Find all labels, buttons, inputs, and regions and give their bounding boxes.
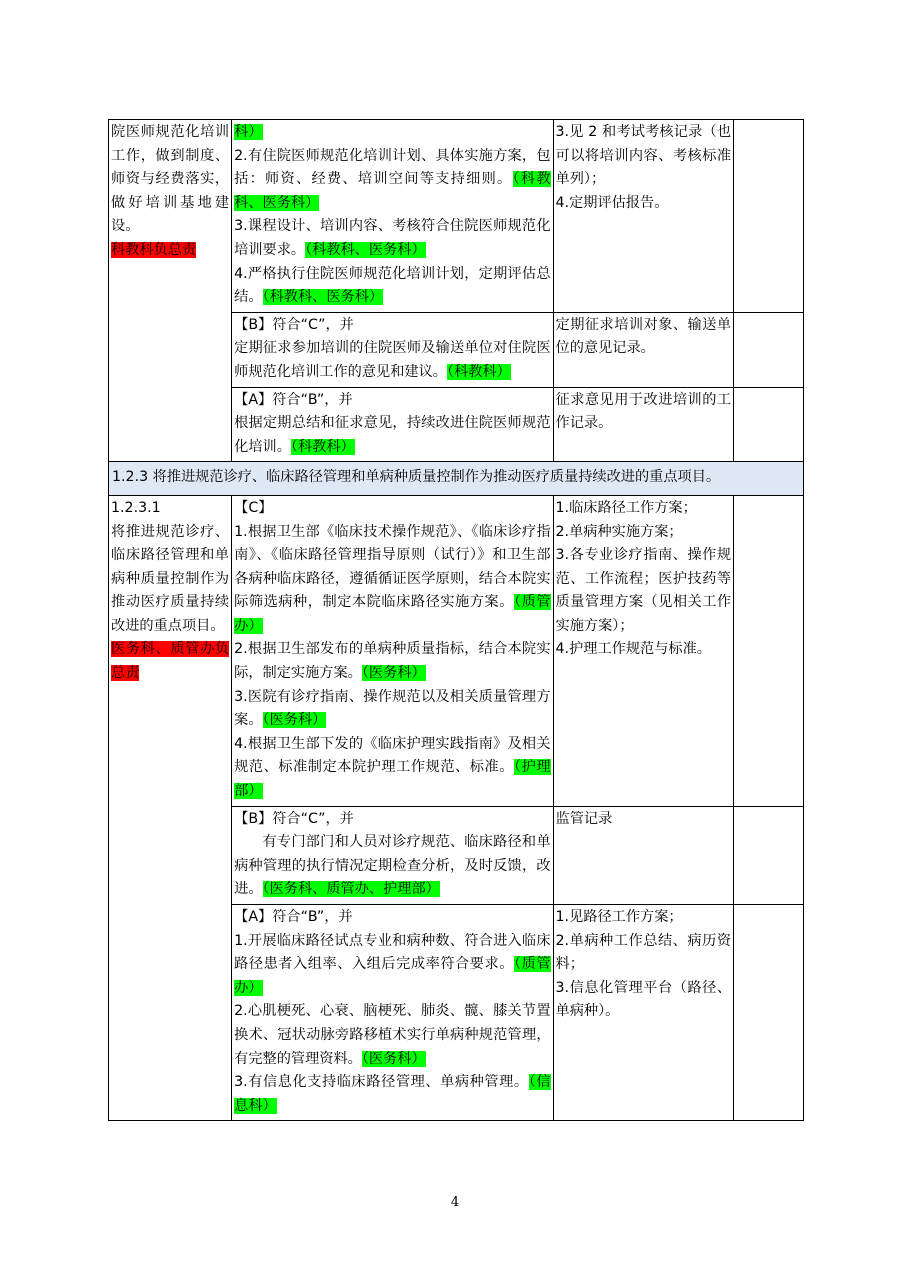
criteria-a-cell: 【A】符合“B”，并 根据定期总结和征求意见，持续改进住院医师规范化培训。（科教科）: [232, 387, 553, 462]
dept-tag: （信息科）: [234, 1074, 551, 1114]
notes-cell: [734, 120, 804, 313]
standard-text: 院医师规范化培训工作，做到制度、师资与经费落实，做好培训基地建设。: [111, 124, 230, 235]
dept-tag: （医务科）: [262, 712, 327, 729]
evidence-cell: 征求意见用于改进培训的工作记录。: [553, 387, 734, 462]
dept-tag: （科教科、医务科）: [305, 241, 426, 258]
responsible-dept-badge: 医务科、质管办负总责: [111, 641, 230, 682]
criteria-a-heading: 【A】符合“B”，并: [234, 391, 353, 408]
evidence-cell: 监管记录: [553, 806, 734, 904]
standard-number: 1.2.3.1: [111, 499, 161, 516]
notes-cell: [734, 806, 804, 904]
dept-tag: （质管办）: [234, 956, 551, 996]
section-heading: 1.2.3 将推进规范诊疗、临床路径管理和单病种质量控制作为推动医疗质量持续改进的重点项目。: [109, 462, 804, 496]
notes-cell: [734, 387, 804, 462]
evidence-cell: 3.见 2 和考试考核记录（也可以将培训内容、考核标准单列）； 4.定期评估报告。: [553, 120, 734, 313]
dept-tag: （护理部）: [234, 759, 551, 800]
criteria-b-heading: 【B】符合“C”，并: [234, 810, 354, 827]
notes-cell: [734, 905, 804, 1121]
criteria-a-heading: 【A】符合“B”，并: [234, 909, 353, 925]
criteria-b-cell: 【B】符合“C”，并 定期征求参加培训的住院医师及输送单位对住院医师规范化培训工作的意见和建议。（科教科）: [232, 312, 553, 387]
criteria-b-heading: 【B】符合“C”，并: [234, 316, 354, 333]
standards-table: [108, 119, 804, 1121]
notes-cell: [734, 312, 804, 387]
standard-text: 将推进规范诊疗、临床路径管理和单病种质量控制作为推动医疗质量持续改进的重点项目。: [111, 523, 230, 634]
evidence-cell: 1.见路径工作方案； 2.单病种工作总结、病历资料； 3.信息化管理平台（路径、单病种）。: [553, 905, 734, 1121]
criteria-b-cell: 【B】符合“C”，并 有专门部门和人员对诊疗规范、临床路径和单病种管理的执行情况定期检查分析，及时反馈，改进。（医务科、质管办、护理部）: [232, 806, 553, 904]
dept-tag: （科教科）: [290, 438, 355, 455]
table-row: [109, 120, 804, 313]
table-row: [109, 495, 804, 806]
responsible-dept-badge: 科教科负总责: [111, 241, 197, 258]
dept-tag: （医务科、质管办、护理部）: [262, 881, 440, 898]
evidence-cell: 定期征求培训对象、输送单位的意见记录。: [553, 312, 734, 387]
criteria-c-cell: 【C】 1.根据卫生部《临床技术操作规范》、《临床诊疗指南》、《临床路径管理指导原则（试行）》和卫生部各病种临床路径，遵循循证医学原则，结合本院实际筛选病种，制定本院临床路径实施方案。（质管办） 2.根据卫生部发布的单病种质量指标，结合本院实际，制定实施方案。（医务科） 3.医院有诊疗指南、操作规范以及相关质量管理方案。（医务科） 4.根据卫生部下发的《临床护理实践指南》及相关规范、标准制定本院护理工作规范、标准。（护理部）: [232, 495, 553, 806]
dept-tag: （科教科）: [446, 363, 511, 380]
criteria-c-cell: 科） 2.有住院医师规范化培训计划、具体实施方案，包括：师资、经费、培训空间等支持细则。（科教科、医务科） 3.课程设计、培训内容、考核符合住院医师规范化培训要求。（科教科、医务科） 4.严格执行住院医师规范化培训计划，定期评估总结。（科教科、医务科）: [232, 120, 553, 313]
dept-tag: （质管办）: [234, 594, 551, 634]
dept-tag: （科教科、医务科）: [262, 289, 384, 306]
standard-cell: [109, 120, 232, 462]
dept-tag: （医务科）: [361, 1050, 426, 1067]
dept-tag: （科教科、医务科）: [234, 171, 551, 211]
criteria-a-cell: 【A】符合“B”，并 1.开展临床路径试点专业和病种数、符合进入临床路径患者入组率、入组后完成率符合要求。（质管办） 2.心肌梗死、心衰、脑梗死、肺炎、髋、膝关节置换术、冠状动脉旁路移植术实行单病种规范管理，有完整的管理资料。（医务科） 3.有信息化支持临床路径管理、单病种管理。（信息科）: [232, 905, 553, 1121]
dept-tag: 科）: [234, 124, 263, 140]
section-row: [109, 462, 804, 496]
page-number: 4: [450, 1195, 460, 1210]
criteria-c-heading: 【C】: [234, 499, 273, 516]
notes-cell: [734, 495, 804, 806]
dept-tag: （医务科）: [361, 665, 426, 682]
evidence-cell: 1.临床路径工作方案； 2.单病种实施方案； 3.各专业诊疗指南、操作规范、工作流程；医护技药等质量管理方案（见相关工作实施方案）； 4.护理工作规范与标准。: [553, 495, 734, 806]
standard-cell: [109, 495, 232, 1120]
